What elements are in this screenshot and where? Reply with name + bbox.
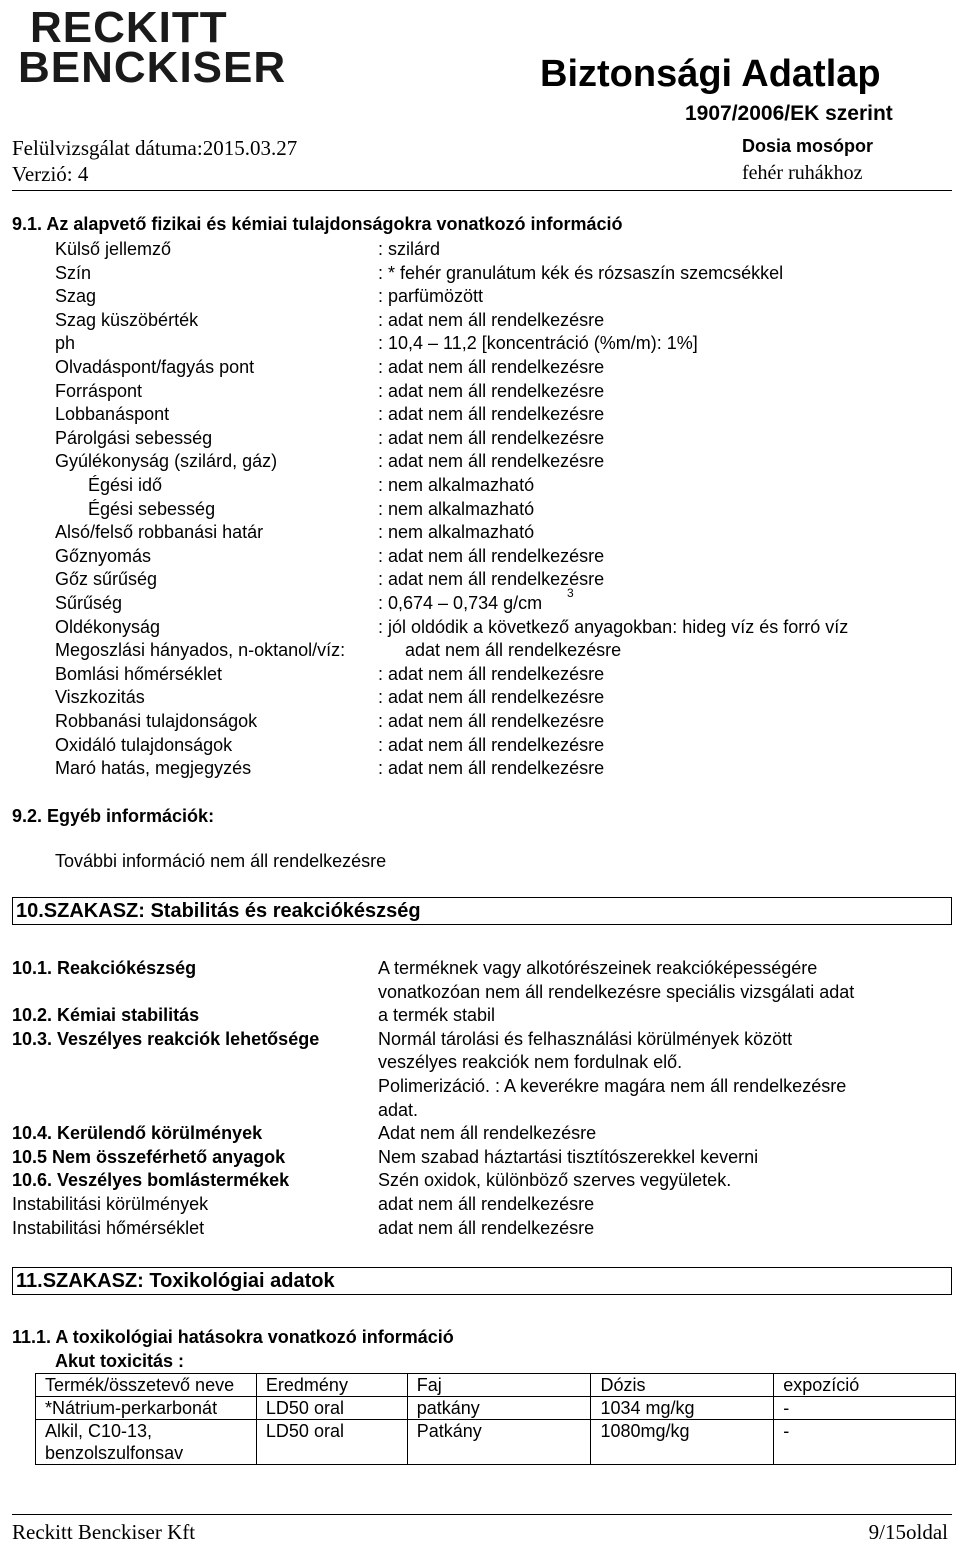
table-cell: LD50 oral — [256, 1397, 407, 1420]
property-value: : adat nem áll rendelkezésre — [378, 404, 605, 425]
stability-row-label: 10.6. Veszélyes bomlástermékek — [12, 1170, 290, 1191]
property-value: : adat nem áll rendelkezésre — [378, 380, 605, 401]
footer-divider — [12, 1514, 952, 1515]
stability-row-label: Instabilitási hőmérséklet — [12, 1217, 205, 1238]
table-cell: LD50 oral — [256, 1420, 407, 1465]
property-label: Gyúlékonyság (szilárd, gáz) — [55, 451, 278, 472]
property-label: Oxidáló tulajdonságok — [55, 734, 233, 755]
property-label: Külső jellemző — [55, 239, 172, 259]
property-value: : adat nem áll rendelkezésre — [378, 711, 605, 731]
property-value: : jól oldódik a következő anyagokban: hideg víz és forró víz — [378, 616, 849, 637]
table-cell: 1080mg/kg — [591, 1420, 774, 1465]
stability-row-value: veszélyes reakciók nem fordulnak elő. — [378, 1052, 683, 1073]
property-label: Oldékonyság — [55, 616, 161, 637]
section-9-2-text: További információ nem áll rendelkezésre — [55, 851, 387, 871]
section-9-1-heading: 9.1. Az alapvető fizikai és kémiai tulajdonságokra vonatkozó információ — [12, 214, 623, 234]
stability-row-value: Normál tárolási és felhasználási körülmények között — [378, 1028, 793, 1049]
property-value: : adat nem áll rendelkezésre — [378, 663, 605, 684]
property-label: Maró hatás, megjegyzés — [55, 758, 252, 779]
table-cell: - — [774, 1397, 956, 1420]
property-value: : adat nem áll rendelkezésre — [378, 309, 605, 330]
stability-row-value: a termék stabil — [378, 1005, 496, 1026]
table-cell: Alkil, C10-13, benzolszulfonsav — [36, 1420, 257, 1465]
property-label: ph — [55, 333, 76, 354]
product-name-line-2: fehér ruhákhoz — [742, 162, 863, 184]
table-header-cell: expozíció — [774, 1374, 956, 1397]
property-label: Bomlási hőmérséklet — [55, 663, 223, 684]
stability-row-value: Szén oxidok, különböző szerves vegyületek. — [378, 1170, 732, 1191]
table-header-cell: Eredmény — [256, 1374, 407, 1397]
toxicity-table-header-row — [36, 1374, 956, 1397]
section-9-2-heading: 9.2. Egyéb információk: — [12, 806, 215, 826]
section-11-title: 11.SZAKASZ: Toxikológiai adatok — [16, 1270, 335, 1292]
property-value: : 0,674 – 0,734 g/cm — [378, 593, 543, 613]
property-value: : nem alkalmazható — [378, 498, 535, 519]
property-label: Alsó/felső robbanási határ — [55, 522, 264, 543]
property-label: Robbanási tulajdonságok — [55, 711, 258, 731]
stability-row-label: 10.3. Veszélyes reakciók lehetősége — [12, 1028, 320, 1049]
property-value: : 10,4 – 11,2 [koncentráció (%m/m): 1%] — [378, 333, 698, 354]
regulation-reference: 1907/2006/EK szerint — [685, 102, 893, 125]
header-divider — [12, 190, 952, 191]
stability-row-value: A terméknek vagy alkotórészeinek reakcióképességére — [378, 958, 818, 978]
property-label: Gőz sűrűség — [55, 569, 158, 590]
table-header-cell: Faj — [407, 1374, 591, 1397]
stability-row-label: 10.5 Nem összeférhető anyagok — [12, 1146, 286, 1167]
stability-row-value: Polimerizáció. : A keverékre magára nem áll rendelkezésre — [378, 1076, 847, 1096]
stability-row-label: 10.4. Kerülendő körülmények — [12, 1123, 263, 1144]
property-label: Sűrűség — [55, 593, 123, 613]
property-value: : adat nem áll rendelkezésre — [378, 758, 605, 779]
property-value: : nem alkalmazható — [378, 522, 535, 543]
table-cell: patkány — [407, 1397, 591, 1420]
document-title: Biztonsági Adatlap — [540, 53, 881, 95]
section-10-header — [12, 897, 952, 925]
property-label: Égési sebesség — [88, 498, 216, 519]
property-label: Gőznyomás — [55, 545, 152, 566]
property-value: : nem alkalmazható — [378, 475, 535, 495]
property-label: Szag — [55, 286, 97, 307]
logo-line-1: RECKITT — [30, 3, 228, 52]
footer-company: Reckitt Benckiser Kft — [12, 1520, 196, 1544]
stability-row-value: adat nem áll rendelkezésre — [378, 1194, 595, 1214]
property-value: : adat nem áll rendelkezésre — [378, 569, 605, 590]
stability-row-value: Adat nem áll rendelkezésre — [378, 1123, 597, 1144]
acute-toxicity-label: Akut toxicitás : — [55, 1351, 185, 1371]
stability-row-value: vonatkozóan nem áll rendelkezésre speciális vizsgálati adat — [378, 981, 855, 1002]
property-value: : szilárd — [378, 239, 441, 259]
property-value: : adat nem áll rendelkezésre — [378, 545, 605, 566]
section-11-1-heading: 11.1. A toxikológiai hatásokra vonatkozó információ — [12, 1327, 454, 1347]
property-label: Viszkozitás — [55, 687, 145, 708]
stability-row-value: adat. — [378, 1099, 419, 1120]
table-cell: Patkány — [407, 1420, 591, 1465]
property-label: Lobbanáspont — [55, 404, 170, 425]
product-name-line-1: Dosia mosópor — [742, 136, 874, 156]
stability-row-label: 10.2. Kémiai stabilitás — [12, 1005, 200, 1026]
table-row — [36, 1397, 956, 1420]
property-value: adat nem áll rendelkezésre — [405, 640, 622, 661]
property-value: : parfümözött — [378, 286, 484, 307]
property-label: Forráspont — [55, 380, 143, 401]
logo-line-2: BENCKISER — [18, 43, 287, 92]
table-cell: 1034 mg/kg — [591, 1397, 774, 1420]
company-logo — [18, 3, 287, 92]
table-cell: - — [774, 1420, 956, 1465]
stability-row-value: Nem szabad háztartási tisztítószerekkel keverni — [378, 1146, 759, 1167]
property-label: Szag küszöbérték — [55, 309, 199, 330]
version-label: Verzió: 4 — [12, 162, 89, 186]
section-11-header — [12, 1267, 952, 1295]
table-cell: *Nátrium-perkarbonát — [36, 1397, 257, 1420]
property-label: Szín — [55, 262, 92, 283]
stability-row-value: adat nem áll rendelkezésre — [378, 1217, 595, 1238]
table-row — [36, 1420, 956, 1465]
section-10-title: 10.SZAKASZ: Stabilitás és reakciókészség — [16, 900, 421, 922]
property-value: : adat nem áll rendelkezésre — [378, 451, 605, 472]
property-label: Megoszlási hányados, n-oktanol/víz: — [55, 640, 346, 661]
property-value: : adat nem áll rendelkezésre — [378, 687, 605, 708]
property-label: Párolgási sebesség — [55, 427, 213, 448]
property-value: : adat nem áll rendelkezésre — [378, 427, 605, 448]
toxicity-table — [35, 1373, 956, 1465]
density-unit-superscript: 3 — [567, 586, 574, 600]
property-value: : adat nem áll rendelkezésre — [378, 357, 605, 377]
stability-row-label: Instabilitási körülmények — [12, 1194, 209, 1214]
stability-row-label: 10.1. Reakciókészség — [12, 958, 197, 978]
property-label: Égési idő — [88, 475, 163, 495]
table-header-cell: Dózis — [591, 1374, 774, 1397]
property-label: Olvadáspont/fagyás pont — [55, 357, 255, 377]
footer-page-number: 9/15oldal — [868, 1520, 948, 1544]
property-value: : adat nem áll rendelkezésre — [378, 734, 605, 755]
revision-date: Felülvizsgálat dátuma:2015.03.27 — [12, 136, 298, 160]
property-value: : * fehér granulátum kék és rózsaszín szemcsékkel — [378, 262, 784, 283]
table-header-cell: Termék/összetevő neve — [36, 1374, 257, 1397]
